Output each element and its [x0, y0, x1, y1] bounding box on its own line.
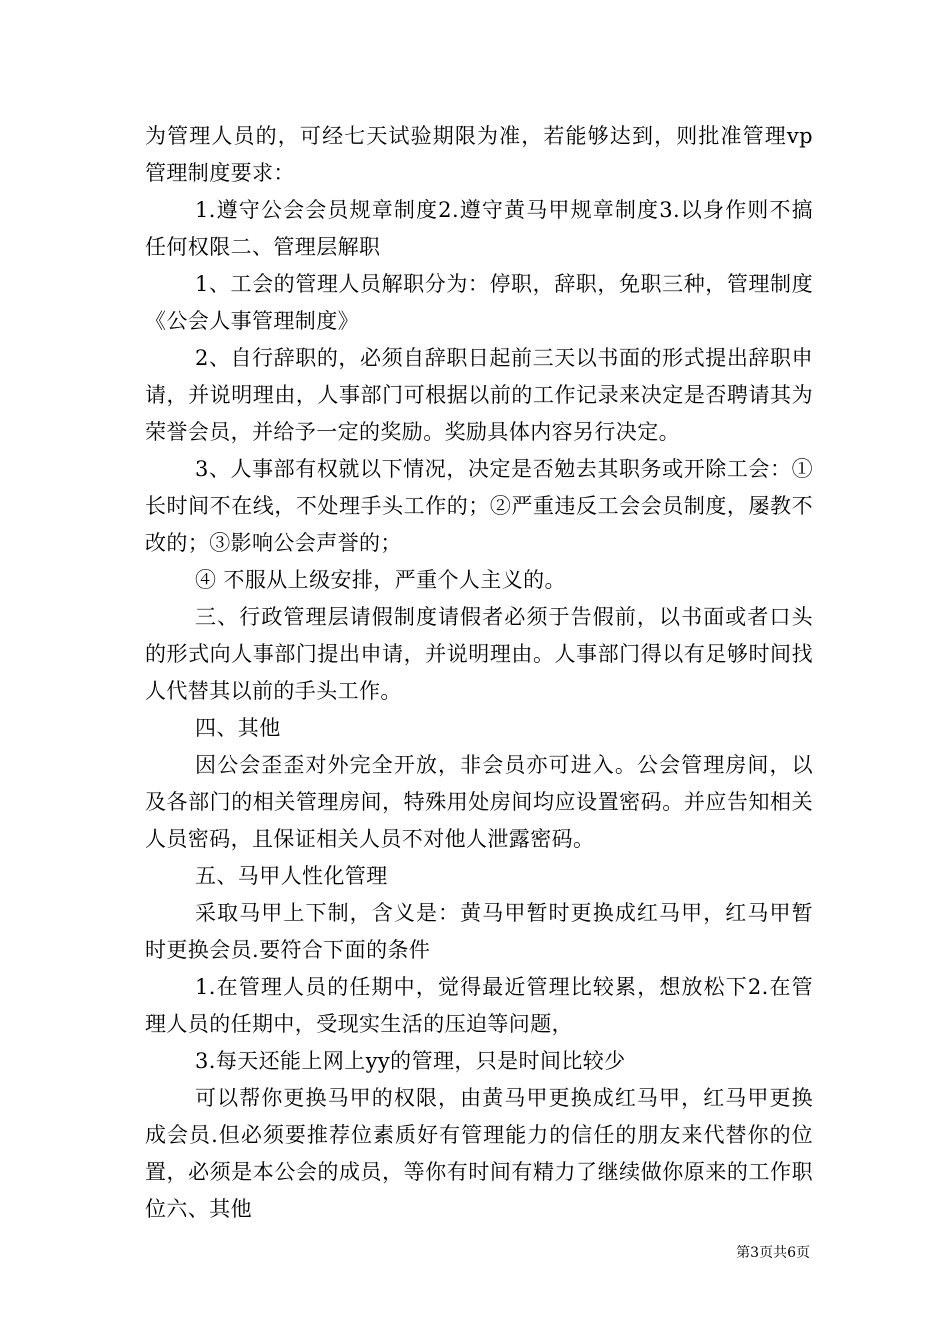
document-body — [145, 118, 813, 1228]
paragraph: 采取马甲上下制，含义是：黄马甲暂时更换成红马甲，红马甲暂时更换会员.要符合下面的条件 — [145, 901, 813, 962]
paragraph: 1.遵守公会会员规章制度2.遵守黄马甲规章制度3.以身作则不搞任何权限二、管理层解职 — [145, 198, 813, 259]
paragraph: 为管理人员的，可经七天试验期限为准，若能够达到，则批准管理vp管理制度要求： — [145, 124, 813, 185]
page-number: 第3页共6页 — [736, 1245, 810, 1261]
paragraph: 三、行政管理层请假制度请假者必须于告假前，以书面或者口头的形式向人事部门提出申请，并说明理由。人事部门得以有足够时间找人代替其以前的手头工作。 — [145, 605, 813, 703]
paragraph: 1、工会的管理人员解职分为：停职，辞职，免职三种，管理制度《公会人事管理制度》 — [145, 272, 813, 333]
paragraph: 3.每天还能上网上yy的管理，只是时间比较少 — [195, 1049, 626, 1073]
paragraph: 可以帮你更换马甲的权限，由黄马甲更换成红马甲，红马甲更换成会员.但必须要推荐位素质好有管理能力的信任的朋友来代替你的位置，必须是本公会的成员，等你有时间有精力了继续做你原来的工作职位六、其他 — [145, 1086, 813, 1221]
paragraph: 四、其他 — [195, 716, 281, 740]
paragraph: 因公会歪歪对外完全开放，非会员亦可进入。公会管理房间，以及各部门的相关管理房间，特殊用处房间均应设置密码。并应告知相关人员密码，且保证相关人员不对他人泄露密码。 — [145, 753, 813, 851]
paragraph: 五、马甲人性化管理 — [195, 864, 388, 888]
paragraph: 3、人事部有权就以下情况，决定是否勉去其职务或开除工会：①长时间不在线，不处理手头工作的；②严重违反工会会员制度，屡教不改的；③影响公会声誉的； — [145, 457, 813, 555]
paragraph: ④ 不服从上级安排，严重个人主义的。 — [195, 568, 566, 592]
paragraph: 2、自行辞职的，必须自辞职日起前三天以书面的形式提出辞职申请，并说明理由，人事部门可根据以前的工作记录来决定是否聘请其为荣誉会员，并给予一定的奖励。奖励具体内容另行决定。 — [145, 346, 813, 444]
paragraph: 1.在管理人员的任期中，觉得最近管理比较累，想放松下2.在管理人员的任期中，受现实生活的压迫等问题， — [145, 975, 813, 1036]
